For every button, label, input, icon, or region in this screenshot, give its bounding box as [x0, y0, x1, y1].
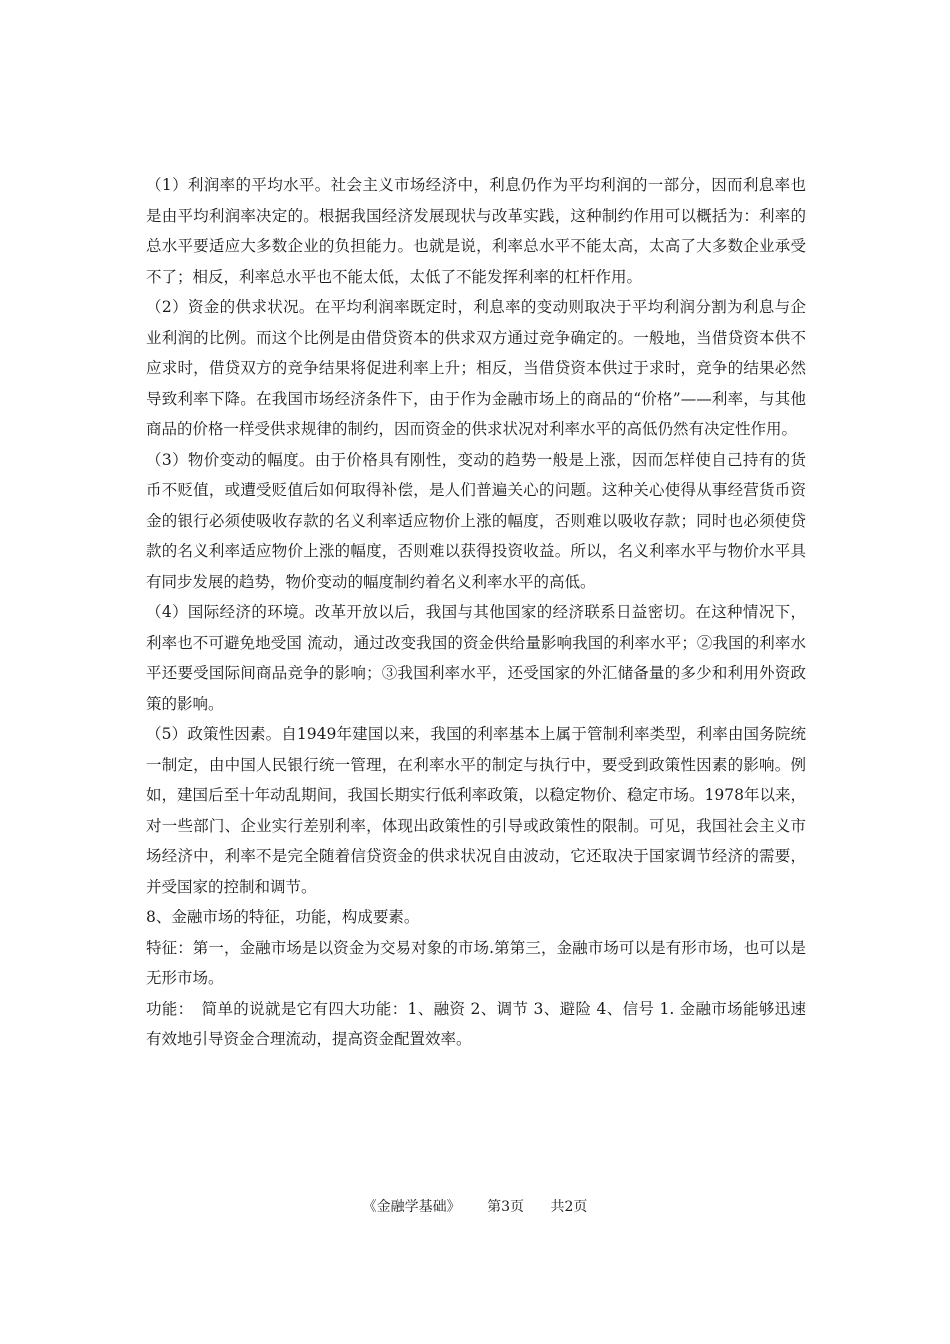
footer-page-number: 第3页	[487, 1199, 524, 1215]
paragraph-price-change: （3）物价变动的幅度。由于价格具有刚性，变动的趋势一般是上涨，因而怎样使自己持有的货币不贬值，或遭受贬值后如何取得补偿，是人们普遍关心的问题。这种关心使得从事经营货币资金的银行必须使吸收存款的名义利率适应物价上涨的幅度，否则难以吸收存款；同时也必须使贷款的名义利率适应物价上涨的幅度，否则难以获得投资收益。所以，名义利率水平与物价水平具有同步发展的趋势，物价变动的幅度制约着名义利率水平的高低。	[146, 450, 806, 591]
page-footer	[0, 1197, 950, 1217]
paragraph-market-functions: 功能： 简单的说就是它有四大功能：1、融资 2、调节 3、避险 4、信号 1. 金融市场能够迅速有效地引导资金合理流动，提高资金配置效率。	[146, 999, 806, 1048]
paragraph-profit-rate: （1）利润率的平均水平。社会主义市场经济中，利息仍作为平均利润的一部分，因而利息率也是由平均利润率决定的。根据我国经济发展现状与改革实践，这种制约作用可以概括为：利率的总水平要适应大多数企业的负担能力。也就是说，利率总水平不能太高，太高了大多数企业承受不了；相反，利率总水平也不能太低，太低了不能发挥利率的杠杆作用。	[146, 176, 806, 286]
paragraph-international-environment: （4）国际经济的环境。改革开放以后，我国与其他国家的经济联系日益密切。在这种情况下，利率也不可避免地受国 流动，通过改变我国的资金供给量影响我国的利率水平；②我国的利率水平还要受国际间商品竞争的影响；③我国利率水平，还受国家的外汇储备量的多少和利用外资政策的影响。	[146, 603, 806, 713]
section-heading-financial-market: 8、金融市场的特征，功能，构成要素。	[146, 908, 420, 926]
document-body	[146, 170, 806, 1055]
footer-book-title: 《金融学基础》	[362, 1199, 461, 1215]
paragraph-fund-supply-demand: （2）资金的供求状况。在平均利润率既定时，利息率的变动则取决于平均利润分割为利息与企业利润的比例。而这个比例是由借贷资本的供求双方通过竞争确定的。一般地，当借贷资本供不应求时，借贷双方的竞争结果将促进利率上升；相反，当借贷资本供过于求时，竞争的结果必然导致利率下降。在我国市场经济条件下，由于作为金融市场上的商品的“价格”——利率，与其他商品的价格一样受供求规律的制约，因而资金的供求状况对利率水平的高低仍然有决定性作用。	[146, 298, 806, 438]
paragraph-market-features: 特征：第一，金融市场是以资金为交易对象的市场.第第三，金融市场可以是有形市场，也可以是无形市场。	[146, 938, 806, 987]
paragraph-policy-factors: （5）政策性因素。自1949年建国以来，我国的利率基本上属于管制利率类型，利率由国务院统一制定，由中国人民银行统一管理，在利率水平的制定与执行中，要受到政策性因素的影响。例如，建国后至十年动乱期间，我国长期实行低利率政策，以稳定物价、稳定市场。1978年以来，对一些部门、企业实行差别利率，体现出政策性的引导或政策性的限制。可见，我国社会主义市场经济中，利率不是完全随着信贷资金的供求状况自由波动，它还取决于国家调节经济的需要，并受国家的控制和调节。	[146, 725, 806, 896]
footer-total-pages: 共2页	[550, 1199, 588, 1215]
